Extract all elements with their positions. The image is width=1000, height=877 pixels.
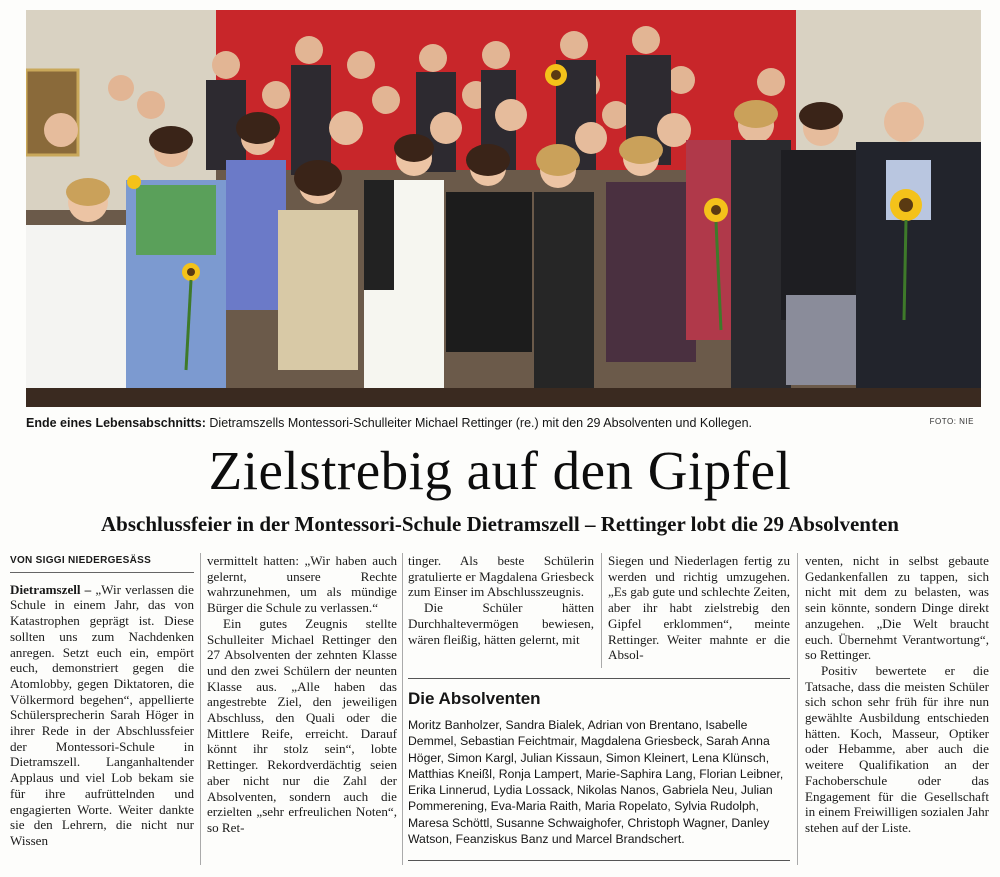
caption-text: Dietramszells Montessori-Schulleiter Michael Rettinger (re.) mit den 29 Absolventen und Kollegen. [205,416,753,430]
subheadline: Abschlussfeier in der Montessori-Schule Dietramszell – Rettinger lobt die 29 Absolventen [101,512,899,536]
article-column-1 [10,553,194,849]
group-photo [26,10,981,407]
article-column-4 [608,553,790,663]
column-2-paragraph-1: vermittelt hatten: „Wir haben auch gelernt, unsere Rechte wahrzunehmen, um als mündige Bürger die Schule zu verlassen.“ [207,553,397,616]
column-5-paragraph-2: Positiv bewertete er die Tatsache, dass die meisten Schüler sich schon sehr früh für ihre nun gewählte Ausbildung entschieden hätten. Koch, Masseur, Optiker oder Hebamme, aber auch die weitere Qualifikation an der Fachoberschule oder das Engagement für die Gesellschaft in einem Freiwilligen sozialen Jahr stehen auf der Liste. [805,662,989,835]
photo-caption [26,414,981,432]
column-4-paragraph-1: Siegen und Niederlagen fertig zu werden und richtig umzugehen. „Es gab gute und schlechte Zeiten, aber ihr habt zielstrebig den Gipfel erklommen“, meinte Rettinger. Weiter mahnte er die Absol- [608,553,790,663]
column-divider [797,553,798,865]
dateline: Dietramszell – [10,581,92,597]
graduates-box [408,678,790,847]
column-1-paragraph [10,582,194,849]
photo-credit: FOTO: NIE [929,417,974,426]
article-column-3 [408,553,594,647]
column-1-text: „Wir verlassen die Schule in einem Jahr, das von Katastrophen geprägt ist. Diese sollten uns zum Nachdenken anregen. Setzt euch ein, empört euch, demonstriert gegen die Atomlobby, gegen Diktatoren, die Völkermord begehen“, appellierte Schülersprecherin Sarah Höger in ihrer Rede in der Abschlussfeier der Montessori-Schule in Dietramszell. Langanhaltender Applaus und viel Lob bekam sie für ihre aufrüttelnden und engagierten Worte. Weiter dankte sie den Lehrern, die nicht nur Wissen [10,581,194,848]
column-divider [200,553,201,865]
graduates-title: Die Absolventen [408,689,541,708]
column-3-paragraph-1: tinger. Als beste Schülerin gratulierte er Magdalena Griesbeck zum Einser im Abschlusszeugnis. [408,553,594,600]
column-5-paragraph-1: venten, nicht in selbst gebaute Gedankenfallen zu tappen, sich nicht mit dem zu belasten, was sein könnte, sondern Dinge direkt anzugehen. „Die Welt braucht euch. Übernehmt Verantwortung“, so Rettinger. [805,553,989,663]
article-column-5 [805,553,989,836]
headline: Zielstrebig auf den Gipfel [208,440,792,501]
caption-lead: Ende eines Lebensabschnitts: [26,416,206,430]
column-2-paragraph-2: Ein gutes Zeugnis stellte Schulleiter Michael Rettinger den 27 Absolventen der zehnten Klasse und den zwei Schülern der neunten Klasse aus. „Alle haben das angestrebte Ziel, den jeweiligen Abschluss, den Quali oder die Mittlere Reife, erreicht. Darauf könnt ihr stolz sein“, lobte Rettinger. Rekordverdächtig seien aber nicht nur die Zahl der Absolventen, sondern auch die erzielten „sehr erfreulichen Noten“, so Ret- [207,615,397,835]
graduates-box-bottom-rule [408,860,790,861]
column-3-paragraph-2: Die Schüler hätten Durchhaltevermögen bewiesen, wären fleißig, hätten gelernt, mit [408,600,594,647]
column-divider [402,553,403,865]
column-divider [601,553,602,668]
group-photo-icon [26,10,981,407]
graduates-names: Moritz Banholzer, Sandra Bialek, Adrian von Brentano, Isabelle Demmel, Sebastian Feichtmair, Magdalena Griesbeck, Sarah Anna Höger, Simon Kargl, Julian Kissaun, Simon Kleinert, Lena Klünsch, Matthias Kneißl, Ronja Lampert, Marie-Saphira Lang, Florian Leibner, Erika Linnerud, Lydia Lossack, Nikolas Nanos, Gabriela Neu, Julian Pommerening, Eva-Maria Raith, Maria Ropelato, Sylvia Rudolph, Maresa Schöttl, Susanne Schwaighofer, Christoph Wagner, Danley Watson, Feanziskus Banz und Marcel Brandschert. [408,718,784,847]
article-column-2 [207,553,397,836]
byline: VON SIGGI NIEDERGESÄSS [10,553,194,573]
